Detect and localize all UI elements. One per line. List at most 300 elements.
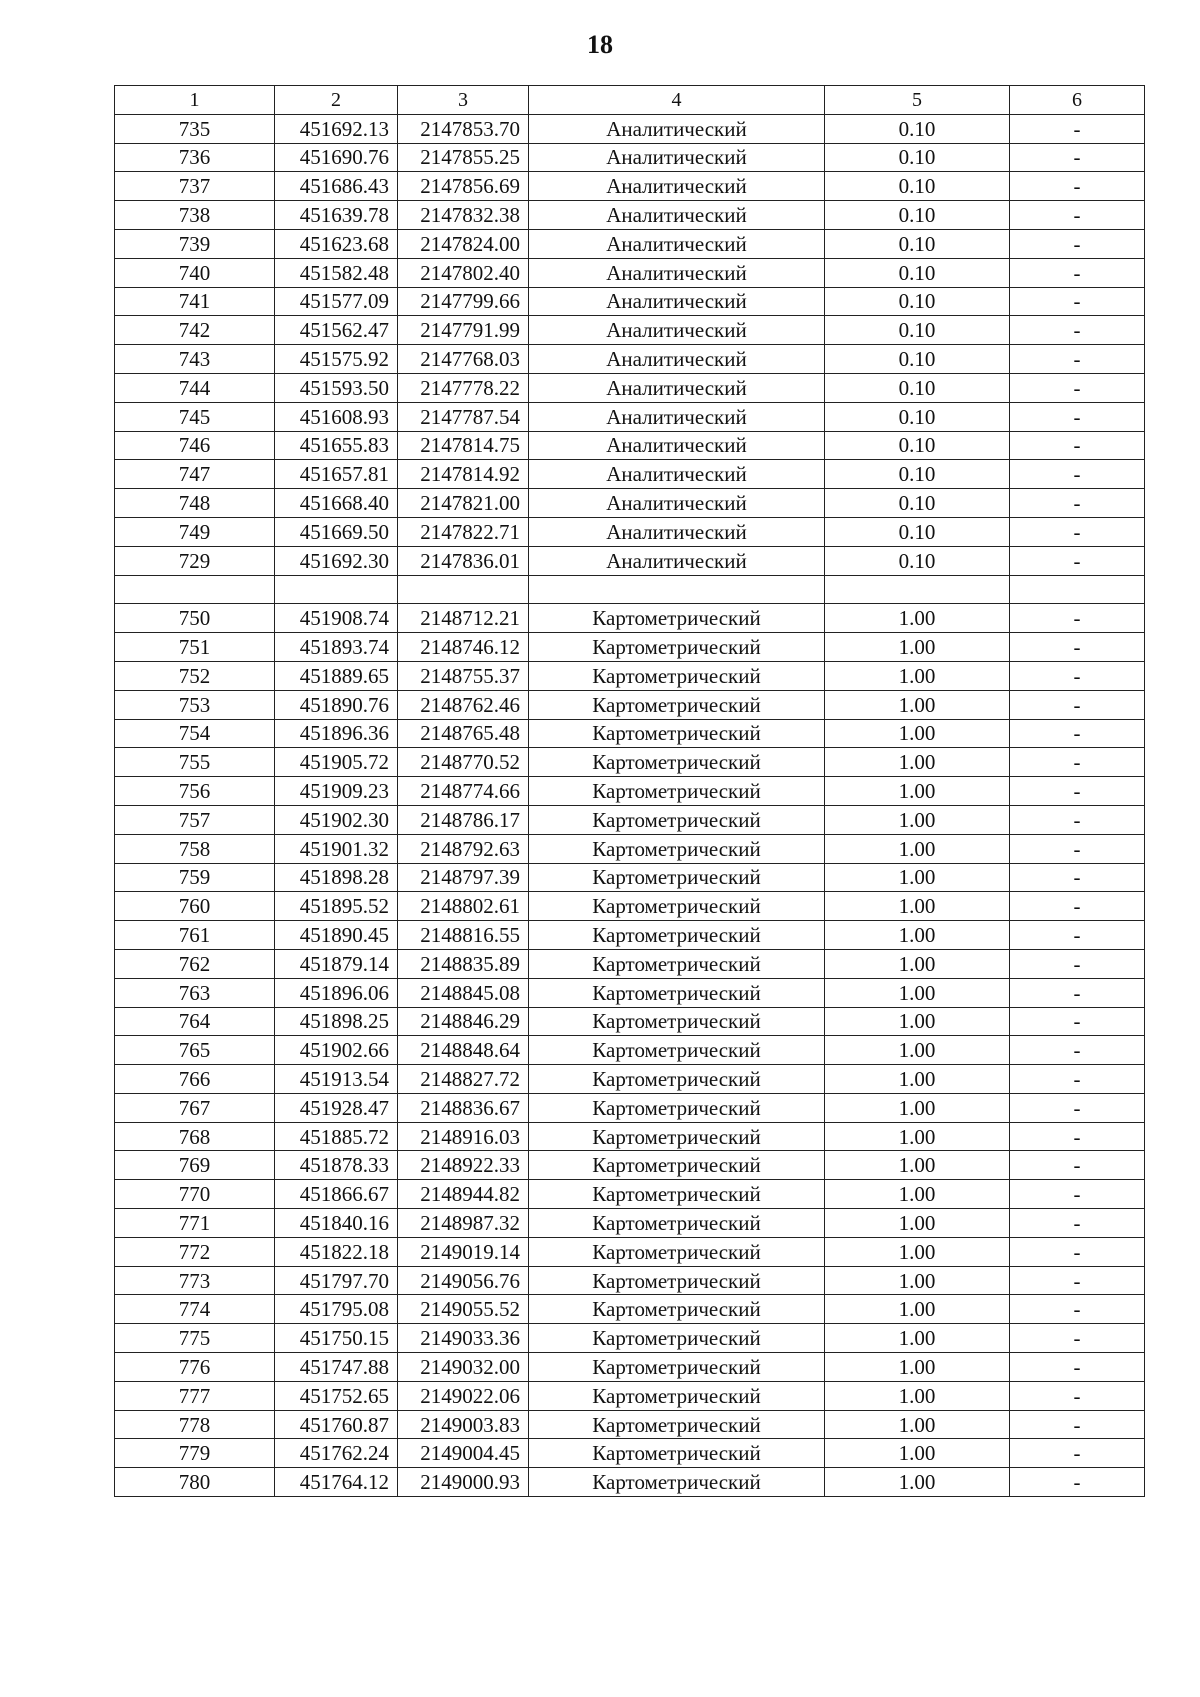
method-cell: Аналитический [529, 402, 825, 431]
point-number-cell: 735 [115, 114, 275, 143]
x-coordinate-cell: 451885.72 [275, 1122, 398, 1151]
accuracy-cell: 1.00 [825, 748, 1010, 777]
method-cell: Картометрический [529, 805, 825, 834]
point-number-cell: 768 [115, 1122, 275, 1151]
y-coordinate-cell: 2148770.52 [398, 748, 529, 777]
description-cell: - [1010, 892, 1145, 921]
accuracy-cell: 0.10 [825, 201, 1010, 230]
description-cell: - [1010, 316, 1145, 345]
method-cell: Аналитический [529, 201, 825, 230]
accuracy-cell: 1.00 [825, 1439, 1010, 1468]
description-cell: - [1010, 1151, 1145, 1180]
accuracy-cell: 0.10 [825, 172, 1010, 201]
x-coordinate-cell: 451901.32 [275, 834, 398, 863]
x-coordinate-cell: 451623.68 [275, 229, 398, 258]
method-cell: Картометрический [529, 1468, 825, 1497]
y-coordinate-cell: 2148846.29 [398, 1007, 529, 1036]
x-coordinate-cell: 451582.48 [275, 258, 398, 287]
table-row [115, 1180, 1145, 1209]
x-coordinate-cell: 451797.70 [275, 1266, 398, 1295]
x-coordinate-cell: 451896.06 [275, 978, 398, 1007]
method-cell: Картометрический [529, 863, 825, 892]
y-coordinate-cell: 2148792.63 [398, 834, 529, 863]
description-cell: - [1010, 287, 1145, 316]
point-number-cell: 775 [115, 1324, 275, 1353]
accuracy-cell: 1.00 [825, 1122, 1010, 1151]
method-cell: Аналитический [529, 258, 825, 287]
y-coordinate-cell: 2148922.33 [398, 1151, 529, 1180]
method-cell: Картометрический [529, 1295, 825, 1324]
table-row [115, 143, 1145, 172]
x-coordinate-cell: 451893.74 [275, 633, 398, 662]
accuracy-cell: 1.00 [825, 1237, 1010, 1266]
y-coordinate-cell: 2148765.48 [398, 719, 529, 748]
column-header: 4 [529, 86, 825, 115]
x-coordinate-cell: 451896.36 [275, 719, 398, 748]
y-coordinate-cell: 2148827.72 [398, 1065, 529, 1094]
table-row [115, 1381, 1145, 1410]
table-row [115, 1007, 1145, 1036]
method-cell: Картометрический [529, 1381, 825, 1410]
table-row [115, 777, 1145, 806]
table-row [115, 1468, 1145, 1497]
method-cell: Аналитический [529, 517, 825, 546]
y-coordinate-cell: 2148746.12 [398, 633, 529, 662]
description-cell: - [1010, 748, 1145, 777]
description-cell: - [1010, 1353, 1145, 1382]
accuracy-cell: 0.10 [825, 546, 1010, 575]
point-number-cell: 742 [115, 316, 275, 345]
accuracy-cell: 1.00 [825, 1180, 1010, 1209]
point-number-cell: 773 [115, 1266, 275, 1295]
point-number-cell: 774 [115, 1295, 275, 1324]
description-cell: - [1010, 1036, 1145, 1065]
table-row [115, 1093, 1145, 1122]
x-coordinate-cell: 451577.09 [275, 287, 398, 316]
point-number-cell: 743 [115, 345, 275, 374]
point-number-cell: 760 [115, 892, 275, 921]
accuracy-cell: 1.00 [825, 1151, 1010, 1180]
y-coordinate-cell: 2148835.89 [398, 949, 529, 978]
y-coordinate-cell: 2149004.45 [398, 1439, 529, 1468]
description-cell: - [1010, 1468, 1145, 1497]
x-coordinate-cell: 451866.67 [275, 1180, 398, 1209]
point-number-cell: 755 [115, 748, 275, 777]
description-cell: - [1010, 460, 1145, 489]
y-coordinate-cell [398, 575, 529, 604]
method-cell: Картометрический [529, 777, 825, 806]
description-cell: - [1010, 978, 1145, 1007]
y-coordinate-cell: 2147768.03 [398, 345, 529, 374]
point-number-cell: 751 [115, 633, 275, 662]
accuracy-cell: 1.00 [825, 690, 1010, 719]
point-number-cell: 758 [115, 834, 275, 863]
x-coordinate-cell: 451762.24 [275, 1439, 398, 1468]
x-coordinate-cell: 451669.50 [275, 517, 398, 546]
accuracy-cell: 1.00 [825, 834, 1010, 863]
table-row [115, 460, 1145, 489]
y-coordinate-cell: 2147814.92 [398, 460, 529, 489]
accuracy-cell: 1.00 [825, 1209, 1010, 1238]
table-row [115, 1324, 1145, 1353]
accuracy-cell: 1.00 [825, 719, 1010, 748]
accuracy-cell: 0.10 [825, 402, 1010, 431]
description-cell: - [1010, 1295, 1145, 1324]
table-row [115, 546, 1145, 575]
method-cell: Картометрический [529, 1122, 825, 1151]
method-cell: Картометрический [529, 978, 825, 1007]
method-cell [529, 575, 825, 604]
method-cell: Картометрический [529, 748, 825, 777]
x-coordinate-cell: 451895.52 [275, 892, 398, 921]
table-separator-row [115, 575, 1145, 604]
column-header: 3 [398, 86, 529, 115]
accuracy-cell: 1.00 [825, 978, 1010, 1007]
point-number-cell: 736 [115, 143, 275, 172]
accuracy-cell: 1.00 [825, 1065, 1010, 1094]
y-coordinate-cell: 2149003.83 [398, 1410, 529, 1439]
table-row [115, 316, 1145, 345]
point-number-cell: 748 [115, 489, 275, 518]
accuracy-cell: 0.10 [825, 258, 1010, 287]
y-coordinate-cell: 2147802.40 [398, 258, 529, 287]
table-row [115, 921, 1145, 950]
y-coordinate-cell: 2149032.00 [398, 1353, 529, 1382]
x-coordinate-cell: 451878.33 [275, 1151, 398, 1180]
x-coordinate-cell: 451690.76 [275, 143, 398, 172]
table-row [115, 345, 1145, 374]
y-coordinate-cell: 2147821.00 [398, 489, 529, 518]
point-number-cell: 777 [115, 1381, 275, 1410]
y-coordinate-cell: 2148762.46 [398, 690, 529, 719]
method-cell: Картометрический [529, 1439, 825, 1468]
table-row [115, 719, 1145, 748]
table-row [115, 748, 1145, 777]
y-coordinate-cell: 2148848.64 [398, 1036, 529, 1065]
x-coordinate-cell: 451890.45 [275, 921, 398, 950]
point-number-cell: 764 [115, 1007, 275, 1036]
y-coordinate-cell: 2148916.03 [398, 1122, 529, 1151]
point-number-cell: 780 [115, 1468, 275, 1497]
y-coordinate-cell: 2149000.93 [398, 1468, 529, 1497]
y-coordinate-cell: 2148774.66 [398, 777, 529, 806]
table-row [115, 978, 1145, 1007]
point-number-cell: 770 [115, 1180, 275, 1209]
x-coordinate-cell: 451909.23 [275, 777, 398, 806]
description-cell: - [1010, 1065, 1145, 1094]
y-coordinate-cell: 2148712.21 [398, 604, 529, 633]
description-cell: - [1010, 805, 1145, 834]
method-cell: Картометрический [529, 1209, 825, 1238]
table-row [115, 690, 1145, 719]
point-number-cell: 737 [115, 172, 275, 201]
accuracy-cell: 1.00 [825, 805, 1010, 834]
accuracy-cell: 0.10 [825, 114, 1010, 143]
y-coordinate-cell: 2148786.17 [398, 805, 529, 834]
method-cell: Аналитический [529, 546, 825, 575]
method-cell: Картометрический [529, 921, 825, 950]
description-cell: - [1010, 604, 1145, 633]
y-coordinate-cell: 2147824.00 [398, 229, 529, 258]
y-coordinate-cell: 2147814.75 [398, 431, 529, 460]
table-row [115, 201, 1145, 230]
point-number-cell: 759 [115, 863, 275, 892]
table-row [115, 805, 1145, 834]
accuracy-cell: 0.10 [825, 229, 1010, 258]
x-coordinate-cell: 451657.81 [275, 460, 398, 489]
table-row [115, 1209, 1145, 1238]
point-number-cell: 738 [115, 201, 275, 230]
description-cell: - [1010, 402, 1145, 431]
accuracy-cell: 0.10 [825, 345, 1010, 374]
method-cell: Картометрический [529, 1093, 825, 1122]
method-cell: Картометрический [529, 690, 825, 719]
point-number-cell: 765 [115, 1036, 275, 1065]
x-coordinate-cell: 451902.30 [275, 805, 398, 834]
method-cell: Аналитический [529, 373, 825, 402]
description-cell: - [1010, 1237, 1145, 1266]
x-coordinate-cell: 451898.25 [275, 1007, 398, 1036]
table-row [115, 1036, 1145, 1065]
y-coordinate-cell: 2147822.71 [398, 517, 529, 546]
point-number-cell: 729 [115, 546, 275, 575]
description-cell: - [1010, 489, 1145, 518]
y-coordinate-cell: 2149019.14 [398, 1237, 529, 1266]
table-row [115, 892, 1145, 921]
point-number-cell: 740 [115, 258, 275, 287]
x-coordinate-cell: 451902.66 [275, 1036, 398, 1065]
method-cell: Картометрический [529, 1266, 825, 1295]
point-number-cell: 776 [115, 1353, 275, 1382]
description-cell: - [1010, 172, 1145, 201]
description-cell: - [1010, 1007, 1145, 1036]
y-coordinate-cell: 2147853.70 [398, 114, 529, 143]
x-coordinate-cell: 451593.50 [275, 373, 398, 402]
table-row [115, 604, 1145, 633]
accuracy-cell [825, 575, 1010, 604]
method-cell: Картометрический [529, 892, 825, 921]
y-coordinate-cell: 2148987.32 [398, 1209, 529, 1238]
y-coordinate-cell: 2147836.01 [398, 546, 529, 575]
accuracy-cell: 1.00 [825, 1266, 1010, 1295]
x-coordinate-cell: 451795.08 [275, 1295, 398, 1324]
accuracy-cell: 0.10 [825, 316, 1010, 345]
accuracy-cell: 1.00 [825, 1410, 1010, 1439]
point-number-cell [115, 575, 275, 604]
description-cell: - [1010, 517, 1145, 546]
method-cell: Картометрический [529, 1353, 825, 1382]
table-row [115, 1237, 1145, 1266]
method-cell: Картометрический [529, 1065, 825, 1094]
method-cell: Картометрический [529, 604, 825, 633]
x-coordinate-cell: 451890.76 [275, 690, 398, 719]
point-number-cell: 754 [115, 719, 275, 748]
method-cell: Аналитический [529, 489, 825, 518]
y-coordinate-cell: 2148836.67 [398, 1093, 529, 1122]
accuracy-cell: 1.00 [825, 1468, 1010, 1497]
table-row [115, 373, 1145, 402]
method-cell: Аналитический [529, 431, 825, 460]
x-coordinate-cell: 451750.15 [275, 1324, 398, 1353]
x-coordinate-cell: 451686.43 [275, 172, 398, 201]
table-row [115, 1295, 1145, 1324]
x-coordinate-cell: 451608.93 [275, 402, 398, 431]
x-coordinate-cell: 451575.92 [275, 345, 398, 374]
method-cell: Картометрический [529, 1151, 825, 1180]
method-cell: Аналитический [529, 229, 825, 258]
y-coordinate-cell: 2149055.52 [398, 1295, 529, 1324]
description-cell: - [1010, 690, 1145, 719]
description-cell: - [1010, 719, 1145, 748]
y-coordinate-cell: 2148802.61 [398, 892, 529, 921]
accuracy-cell: 1.00 [825, 1324, 1010, 1353]
point-number-cell: 771 [115, 1209, 275, 1238]
x-coordinate-cell: 451764.12 [275, 1468, 398, 1497]
description-cell [1010, 575, 1145, 604]
method-cell: Картометрический [529, 1036, 825, 1065]
accuracy-cell: 1.00 [825, 1093, 1010, 1122]
x-coordinate-cell [275, 575, 398, 604]
y-coordinate-cell: 2147787.54 [398, 402, 529, 431]
method-cell: Картометрический [529, 661, 825, 690]
table-row [115, 633, 1145, 662]
point-number-cell: 744 [115, 373, 275, 402]
table-row [115, 114, 1145, 143]
x-coordinate-cell: 451668.40 [275, 489, 398, 518]
point-number-cell: 779 [115, 1439, 275, 1468]
method-cell: Картометрический [529, 949, 825, 978]
point-number-cell: 761 [115, 921, 275, 950]
column-header: 5 [825, 86, 1010, 115]
table-row [115, 1410, 1145, 1439]
x-coordinate-cell: 451905.72 [275, 748, 398, 777]
description-cell: - [1010, 1410, 1145, 1439]
point-number-cell: 763 [115, 978, 275, 1007]
description-cell: - [1010, 1180, 1145, 1209]
point-number-cell: 747 [115, 460, 275, 489]
point-number-cell: 746 [115, 431, 275, 460]
accuracy-cell: 1.00 [825, 1007, 1010, 1036]
accuracy-cell: 0.10 [825, 143, 1010, 172]
x-coordinate-cell: 451840.16 [275, 1209, 398, 1238]
description-cell: - [1010, 777, 1145, 806]
point-number-cell: 741 [115, 287, 275, 316]
point-number-cell: 745 [115, 402, 275, 431]
y-coordinate-cell: 2148755.37 [398, 661, 529, 690]
y-coordinate-cell: 2147856.69 [398, 172, 529, 201]
table-row [115, 1439, 1145, 1468]
description-cell: - [1010, 1381, 1145, 1410]
accuracy-cell: 1.00 [825, 1295, 1010, 1324]
accuracy-cell: 1.00 [825, 949, 1010, 978]
description-cell: - [1010, 1122, 1145, 1151]
description-cell: - [1010, 1324, 1145, 1353]
accuracy-cell: 0.10 [825, 460, 1010, 489]
y-coordinate-cell: 2149022.06 [398, 1381, 529, 1410]
y-coordinate-cell: 2148944.82 [398, 1180, 529, 1209]
x-coordinate-cell: 451692.13 [275, 114, 398, 143]
description-cell: - [1010, 1093, 1145, 1122]
accuracy-cell: 0.10 [825, 517, 1010, 546]
description-cell: - [1010, 863, 1145, 892]
page-number: 18 [587, 30, 613, 59]
point-number-cell: 750 [115, 604, 275, 633]
table-row [115, 1151, 1145, 1180]
accuracy-cell: 0.10 [825, 373, 1010, 402]
x-coordinate-cell: 451879.14 [275, 949, 398, 978]
method-cell: Аналитический [529, 316, 825, 345]
x-coordinate-cell: 451752.65 [275, 1381, 398, 1410]
point-number-cell: 778 [115, 1410, 275, 1439]
table-row [115, 431, 1145, 460]
x-coordinate-cell: 451655.83 [275, 431, 398, 460]
table-row [115, 1065, 1145, 1094]
method-cell: Аналитический [529, 460, 825, 489]
accuracy-cell: 1.00 [825, 1036, 1010, 1065]
column-header: 2 [275, 86, 398, 115]
x-coordinate-cell: 451898.28 [275, 863, 398, 892]
coordinates-table [114, 85, 1145, 1497]
method-cell: Картометрический [529, 834, 825, 863]
table-row [115, 517, 1145, 546]
description-cell: - [1010, 546, 1145, 575]
point-number-cell: 762 [115, 949, 275, 978]
method-cell: Картометрический [529, 1007, 825, 1036]
method-cell: Картометрический [529, 1324, 825, 1353]
method-cell: Аналитический [529, 345, 825, 374]
point-number-cell: 749 [115, 517, 275, 546]
table-row [115, 258, 1145, 287]
table-row [115, 1353, 1145, 1382]
description-cell: - [1010, 201, 1145, 230]
x-coordinate-cell: 451639.78 [275, 201, 398, 230]
description-cell: - [1010, 229, 1145, 258]
y-coordinate-cell: 2149033.36 [398, 1324, 529, 1353]
accuracy-cell: 0.10 [825, 287, 1010, 316]
method-cell: Аналитический [529, 143, 825, 172]
accuracy-cell: 1.00 [825, 1353, 1010, 1382]
description-cell: - [1010, 633, 1145, 662]
table-header-row [115, 86, 1145, 115]
table-row [115, 1122, 1145, 1151]
table-row [115, 834, 1145, 863]
y-coordinate-cell: 2148816.55 [398, 921, 529, 950]
method-cell: Картометрический [529, 719, 825, 748]
accuracy-cell: 1.00 [825, 863, 1010, 892]
accuracy-cell: 1.00 [825, 633, 1010, 662]
point-number-cell: 757 [115, 805, 275, 834]
description-cell: - [1010, 143, 1145, 172]
description-cell: - [1010, 345, 1145, 374]
x-coordinate-cell: 451822.18 [275, 1237, 398, 1266]
method-cell: Картометрический [529, 1237, 825, 1266]
accuracy-cell: 1.00 [825, 1381, 1010, 1410]
table-row [115, 1266, 1145, 1295]
accuracy-cell: 0.10 [825, 431, 1010, 460]
accuracy-cell: 0.10 [825, 489, 1010, 518]
description-cell: - [1010, 921, 1145, 950]
table-row [115, 229, 1145, 258]
table-row [115, 489, 1145, 518]
description-cell: - [1010, 114, 1145, 143]
x-coordinate-cell: 451747.88 [275, 1353, 398, 1382]
x-coordinate-cell: 451889.65 [275, 661, 398, 690]
y-coordinate-cell: 2148797.39 [398, 863, 529, 892]
y-coordinate-cell: 2147799.66 [398, 287, 529, 316]
table-row [115, 949, 1145, 978]
accuracy-cell: 1.00 [825, 892, 1010, 921]
method-cell: Аналитический [529, 287, 825, 316]
